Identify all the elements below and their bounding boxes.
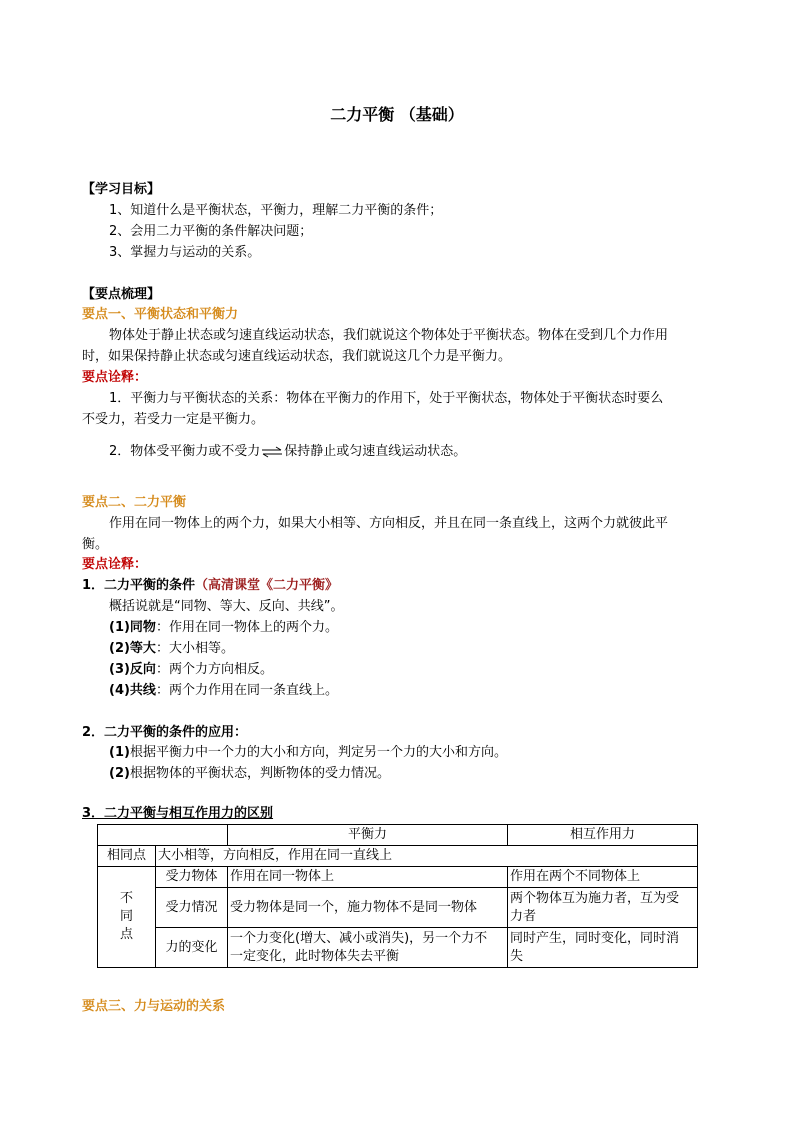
equilibrium-arrow-icon [261, 446, 283, 458]
point-one-heading: 要点一、平衡状态和平衡力 [82, 307, 239, 322]
table-same-label: 相同点 [98, 846, 156, 867]
table-cell-line: 失 [510, 948, 524, 964]
condition-item [109, 682, 338, 700]
table-cell-balance: 作用在同一物体上 [228, 867, 508, 888]
application-text: 根据物体的平衡状态，判断物体的受力情况。 [129, 766, 390, 781]
condition-item [109, 640, 234, 658]
explain-item-two-right: 保持静止或匀速直线运动状态。 [284, 444, 467, 459]
point-two-paragraph-line: 衡。 [82, 537, 109, 552]
condition-text: ：两个力作用在同一条直线上。 [155, 683, 338, 698]
table-row-label: 受力物体 [156, 867, 228, 888]
condition-text: ：两个力方向相反。 [155, 662, 273, 677]
table-header-balance: 平衡力 [228, 825, 508, 846]
application-item [109, 744, 507, 762]
comparison-heading: 3．二力平衡与相互作用力的区别 [82, 806, 274, 821]
table-row-label: 受力情况 [156, 888, 228, 928]
point-three-heading: 要点三、力与运动的关系 [82, 999, 226, 1014]
goal-item: 2、会用二力平衡的条件解决问题； [109, 224, 313, 239]
point-two-heading: 要点二、二力平衡 [82, 495, 187, 510]
table-header-mutual: 相互作用力 [508, 825, 698, 846]
table-diff-char: 同 [119, 909, 133, 924]
table-cell-line: 两个物体互为施力者，互为受 [510, 890, 680, 906]
comparison-table [97, 824, 698, 968]
explain-heading-two: 要点诠释： [82, 557, 148, 572]
point-one-paragraph-line: 时，如果保持静止状态或匀速直线运动状态，我们就说这几个力是平衡力。 [82, 349, 512, 364]
explain-heading: 要点诠释： [82, 370, 148, 385]
condition-text: ：作用在同一物体上的两个力。 [155, 620, 338, 635]
condition-item [109, 661, 273, 679]
table-cell-mutual [508, 928, 698, 968]
application-heading: 2．二力平衡的条件的应用： [82, 725, 248, 740]
table-cell-line: 一定变化，此时物体失去平衡 [230, 948, 400, 964]
point-two-paragraph-line: 作用在同一物体上的两个力，如果大小相等、方向相反，并且在同一条直线上，这两个力就彼此平 [109, 516, 669, 531]
condition-heading-text: 1．二力平衡的条件 [82, 578, 196, 593]
table-cell-balance [228, 928, 508, 968]
learning-goals-heading: 【学习目标】 [82, 182, 161, 197]
table-diff-char: 不 [119, 891, 133, 906]
summary-heading: 【要点梳理】 [82, 287, 161, 302]
application-key: (2) [109, 766, 130, 781]
point-one-paragraph-line: 物体处于静止状态或匀速直线运动状态，我们就说这个物体处于平衡状态。物体在受到几个力作用 [109, 328, 669, 343]
table-cell-mutual [508, 888, 698, 928]
condition-section-heading [82, 577, 338, 595]
table-corner-cell [98, 825, 228, 846]
table-diff-label [98, 867, 156, 968]
page-title: 二力平衡 （基础） [330, 105, 464, 124]
condition-summary: 概括说就是“同物、等大、反向、共线”。 [109, 599, 344, 614]
condition-item [109, 619, 338, 637]
explain-item-two-left: 2．物体受平衡力或不受力 [109, 444, 261, 459]
application-text: 根据平衡力中一个力的大小和方向，判定另一个力的大小和方向。 [129, 745, 507, 760]
goal-item: 3、掌握力与运动的关系。 [109, 245, 261, 260]
condition-key: (4)共线 [109, 683, 156, 698]
application-item [109, 765, 390, 783]
condition-key: (3)反向 [109, 662, 156, 677]
condition-key: (2)等大 [109, 641, 156, 656]
table-cell-mutual: 作用在两个不同物体上 [508, 867, 698, 888]
goal-item: 1、知道什么是平衡状态，平衡力，理解二力平衡的条件； [109, 203, 443, 218]
table-cell-balance: 受力物体是同一个，施力物体不是同一物体 [228, 888, 508, 928]
explain-item-two [109, 443, 466, 461]
hd-class-link[interactable]: （高清课堂《二力平衡》 [195, 578, 339, 593]
table-cell-line: 力者 [510, 908, 537, 924]
explain-item-line: 1．平衡力与平衡状态的关系：物体在平衡力的作用下，处于平衡状态，物体处于平衡状态时要么 [109, 391, 664, 406]
table-diff-char: 点 [119, 927, 133, 942]
table-same-text: 大小相等，方向相反，作用在同一直线上 [156, 846, 698, 867]
condition-key: (1)同物 [109, 620, 156, 635]
explain-item-line: 不受力，若受力一定是平衡力。 [82, 412, 265, 427]
table-row-label: 力的变化 [156, 928, 228, 968]
condition-text: ：大小相等。 [155, 641, 234, 656]
table-cell-line: 同时产生，同时变化，同时消 [510, 930, 680, 946]
table-cell-line: 一个力变化(增大、减小或消失)，另一个力不 [230, 930, 488, 946]
application-key: (1) [109, 745, 130, 760]
